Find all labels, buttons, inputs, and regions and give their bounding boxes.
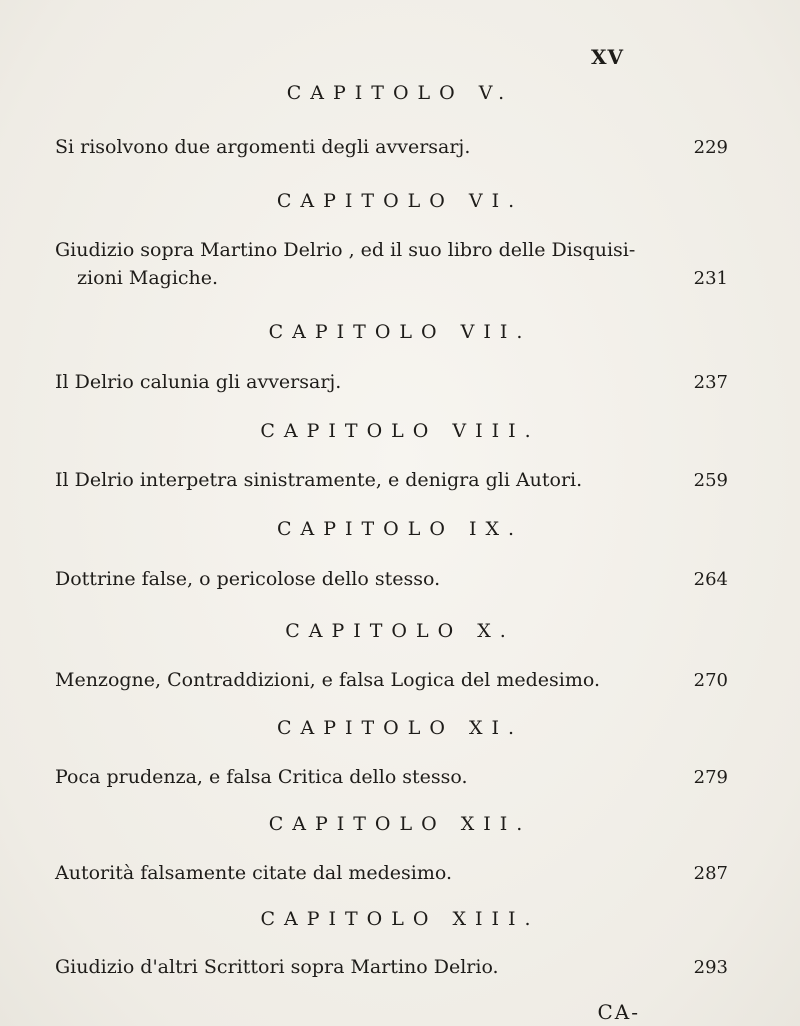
chapter-heading: CAPITOLO VIII.	[260, 420, 540, 442]
summary-text: Giudizio d'altri Scrittori sopra Martino Delrio.	[55, 956, 499, 978]
chapter-summary	[55, 953, 665, 981]
page-folio: XV	[590, 45, 624, 69]
page-reference: 287	[693, 863, 728, 884]
page-reference: 264	[693, 569, 728, 590]
summary-text: Si risolvono due argomenti degli avversarj.	[55, 136, 471, 158]
summary-text: Il Delrio calunia gli avversarj.	[55, 371, 342, 393]
chapter-summary	[55, 859, 665, 887]
chapter-heading: CAPITOLO V.	[286, 82, 514, 104]
summary-text: Poca prudenza, e falsa Critica dello stesso.	[55, 766, 468, 788]
page-reference: 259	[693, 470, 728, 491]
chapter-summary	[55, 133, 665, 161]
chapter-heading: CAPITOLO XIII.	[260, 908, 540, 930]
page-reference: 293	[693, 957, 728, 978]
chapter-heading: CAPITOLO XI.	[276, 717, 524, 739]
chapter-summary	[55, 565, 665, 593]
chapter-summary	[55, 368, 665, 396]
summary-text: Giudizio sopra Martino Delrio , ed il suo libro delle Disquisi-	[55, 239, 636, 261]
chapter-heading: CAPITOLO VII.	[268, 321, 532, 343]
chapter-summary	[55, 466, 665, 494]
page-reference: 270	[693, 670, 728, 691]
chapter-summary	[55, 666, 665, 694]
chapter-summary	[55, 763, 665, 791]
summary-text: Dottrine false, o pericolose dello stesso.	[55, 568, 441, 590]
chapter-heading: CAPITOLO XII.	[268, 813, 532, 835]
chapter-heading: CAPITOLO IX.	[276, 518, 524, 540]
summary-text: Il Delrio interpetra sinistramente, e denigra gli Autori.	[55, 469, 583, 491]
page-reference: 231	[693, 268, 728, 289]
catchword: CA-	[597, 1000, 640, 1024]
page-reference: 279	[693, 767, 728, 788]
chapter-summary	[55, 236, 665, 292]
chapter-heading: CAPITOLO X.	[285, 620, 515, 642]
summary-text-continuation: zioni Magiche.	[77, 267, 219, 289]
summary-text: Autorità falsamente citate dal medesimo.	[55, 862, 452, 884]
summary-text: Menzogne, Contraddizioni, e falsa Logica del medesimo.	[55, 669, 601, 691]
page-reference: 237	[693, 372, 728, 393]
page-reference: 229	[693, 137, 728, 158]
chapter-heading: CAPITOLO VI.	[276, 190, 524, 212]
